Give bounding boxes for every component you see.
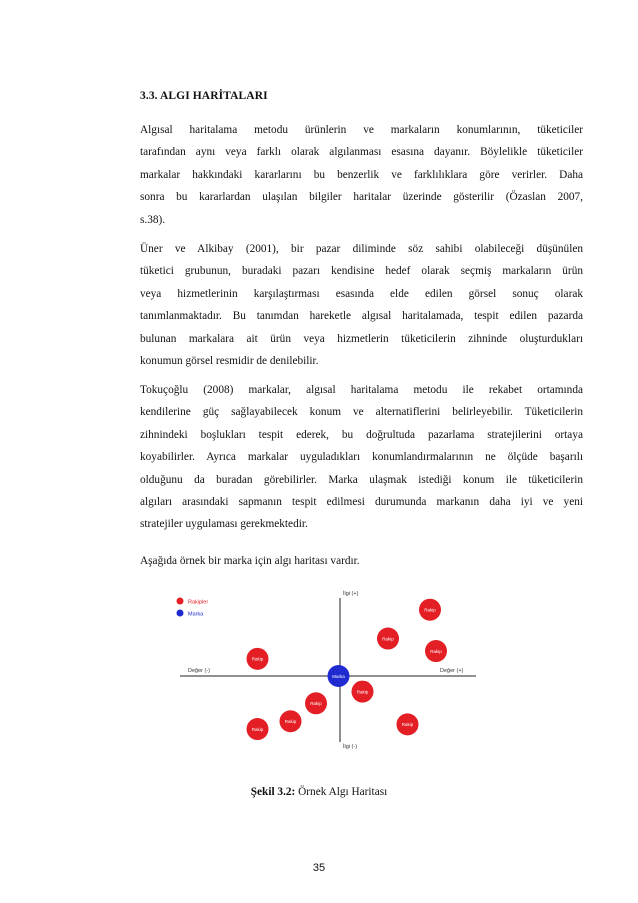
- paragraph-line: konumun görsel resmidir de denilebilir.: [140, 355, 319, 368]
- paragraph-line: sonra bu kararlardan ulaşılan bilgiler haritalar üzerinde gösterilir (Özaslan 2007,: [140, 191, 583, 204]
- paragraph-1: [140, 119, 583, 231]
- point-label: Rakip: [310, 701, 322, 707]
- point-label: Marka: [332, 673, 345, 679]
- competitor-point: [397, 713, 419, 735]
- paragraph-line: s.38).: [140, 213, 166, 226]
- paragraph-4: [140, 550, 583, 572]
- point-label: Rakip: [356, 689, 369, 695]
- paragraph-line: markalar hakkındaki kararlarını bu benzerlik ve farklılıklara göre verirler. Daha: [140, 168, 583, 181]
- paragraph-line: Aşağıda örnek bir marka için algı haritası vardır.: [140, 555, 360, 567]
- axis-label-left: Değer (-): [188, 668, 211, 674]
- legend-label-brand: Marka: [188, 611, 204, 618]
- paragraph-line: tarafından aynı veya farklı olarak algılanması esasına dayanır. Böylelikle tüketiciler: [140, 146, 583, 159]
- point-label: Rakip: [251, 656, 264, 662]
- paragraph-line: kendilerine güç sağlayabilecek konum ve alternatiflerini belirleyebilir. Tüketicilerin: [140, 406, 583, 419]
- axis-label-right: Değer (+): [440, 668, 464, 674]
- legend-swatch-competitors: [177, 598, 184, 605]
- figure-caption: [0, 786, 638, 798]
- competitor-point: [425, 640, 447, 662]
- paragraph-line: olduğunu da buradan görebilirler. Marka ulaşmak istediği konum ile tüketicilerin: [140, 473, 583, 486]
- paragraph-3: [140, 379, 583, 536]
- competitor-point: [247, 718, 269, 740]
- paragraph-line: algıları arasındaki sapmanın tespit edilmesi durumunda markanın daha iyi ve yeni: [140, 496, 583, 509]
- competitor-point: [305, 692, 327, 714]
- competitor-point: [377, 628, 399, 650]
- page-number: 35: [312, 862, 326, 874]
- perceptual-map-chart: [140, 580, 500, 750]
- paragraph-line: tanımlanmaktadır. Bu tanımdan hareketle algısal haritalamada, tespit edilen pazarda: [140, 310, 583, 323]
- competitor-point: [247, 648, 269, 670]
- point-label: Rakip: [401, 722, 414, 728]
- point-label: Rakip: [424, 607, 436, 613]
- axis-label-bottom: İlgi (-): [343, 744, 358, 750]
- data-points: [247, 599, 448, 740]
- paragraph-line: tüketici grubunun, buradaki pazarı kendisine hedef olarak seçmiş markaların ürün: [140, 265, 583, 278]
- point-label: Rakip: [284, 719, 297, 725]
- point-label: Rakip: [430, 648, 442, 654]
- paragraph-line: stratejiler uygulaması gerekmektedir.: [140, 518, 308, 531]
- caption-text: Örnek Algı Haritası: [295, 786, 388, 798]
- competitor-point: [352, 681, 374, 703]
- axis-label-top: İlgi (+): [343, 591, 359, 597]
- caption-label: Şekil 3.2:: [250, 786, 296, 798]
- brand-point: [328, 665, 350, 687]
- competitor-point: [419, 599, 441, 621]
- paragraph-line: veya hizmetlerinin karşılaştırması esasında elde edilen görsel sonuç olarak: [140, 287, 583, 300]
- paragraph-line: Tokuçoğlu (2008) markalar, algısal haritalama metodu ile rekabet ortamında: [140, 384, 583, 396]
- point-label: Rakip: [251, 726, 264, 732]
- legend-label-competitors: Rakipler: [188, 599, 209, 606]
- legend-swatch-brand: [177, 610, 184, 617]
- paragraph-line: zihnindeki boşlukları tespit ederek, bu doğrultuda pazarlama stratejilerini ortaya: [140, 428, 583, 441]
- paragraph-line: Üner ve Alkibay (2001), bir pazar diliminde söz sahibi olabileceği düşünülen: [140, 243, 583, 255]
- paragraph-line: bulunan markalara ait ürün veya hizmetlerin tüketicilerin zihninde oluşturdukları: [140, 332, 583, 345]
- perceptual-map-figure: [140, 580, 500, 750]
- section-heading: 3.3. ALGI HARİTALARI: [140, 90, 268, 102]
- chart-legend: [177, 598, 209, 618]
- paragraph-line: Algısal haritalama metodu ürünlerin ve markaların konumlarının, tüketiciler: [140, 124, 583, 136]
- point-label: Rakip: [382, 636, 394, 642]
- paragraph-line: koyabilirler. Ayrıca markalar uyguladıkları konumlandırmalarının ne ölçüde başarılı: [140, 451, 583, 464]
- competitor-point: [280, 710, 302, 732]
- paragraph-2: [140, 238, 583, 372]
